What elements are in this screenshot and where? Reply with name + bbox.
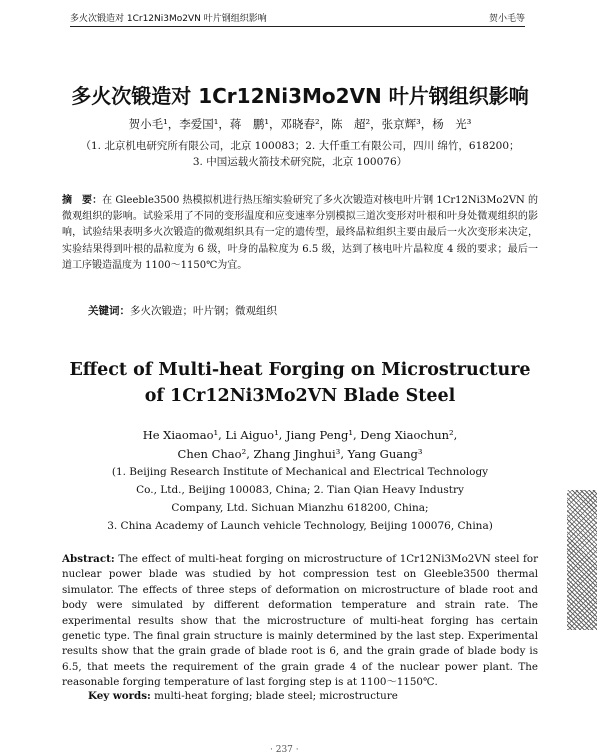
chinese-affiliation-line2: 3. 中国运载火箭技术研究院，北京 100076） [192,156,408,168]
english-abstract-label: Abstract: [62,553,115,565]
english-keywords-text: multi-heat forging; blade steel; microstructure [154,690,398,702]
scan-artifact-strip [567,490,597,630]
chinese-abstract-text: 在 Gleeble3500 热模拟机进行热压缩实验研究了多火次锻造对核电叶片钢 1Cr12Ni3Mo2VN 的微观组织的影响。试验采用了不同的变形温度和应变速率分别模拟三道次变形对叶根和叶身处微观组织的影响，试验结果表明多火次锻造的微观组织具有一定的遗传型，最终晶粒组织主要由最后一火次变形来决定，实验结果得到叶根的晶粒度为 6 级，叶身的晶粒度为 6.5 级，达到了核电叶片晶粒度 4 级的要求；最后一道工序锻造温度为 1100～1150℃为宜。 [62,195,538,271]
english-keywords-label: Key words: [88,690,151,702]
english-authors-line2: Chen Chao², Zhang Jinghui³, Yang Guang³ [177,447,423,461]
chinese-keywords-text: 多火次锻造；叶片钢；微观组织 [130,305,277,317]
chinese-keywords [88,303,277,318]
english-affiliation-line2: Co., Ltd., Beijing 100083, China; 2. Tian Qian Heavy Industry [136,484,464,496]
chinese-abstract-label: 摘 要： [62,195,103,206]
chinese-keywords-label: 关键词： [88,305,130,317]
english-authors-line1: He Xiaomao¹, Li Aiguo¹, Jiang Peng¹, Deng Xiaochun², [142,428,458,442]
chinese-affiliation-line1: （1. 北京机电研究所有限公司，北京 100083；2. 大仟重工有限公司，四川 绵竹，618200； [80,140,520,152]
english-affiliation-line4: 3. China Academy of Launch vehicle Technology, Beijing 100076, China) [107,520,493,532]
english-affiliation-line3: Company, Ltd. Sichuan Mianzhu 618200, China; [171,502,429,514]
header-title: 多火次锻造对 1Cr12Ni3Mo2VN 叶片钢组织影响 [70,14,267,24]
english-title-line1: Effect of Multi-heat Forging on Microstructure [69,360,531,380]
header-authors: 贺小毛等 [488,14,525,24]
english-abstract [62,552,538,691]
chinese-authors: 贺小毛¹，李爱国¹，蒋 鹏¹，邓晓春²，陈 超²，张京辉³，杨 光³ [128,117,472,131]
chinese-abstract [62,193,538,274]
english-affiliation-line1: (1. Beijing Research Institute of Mechanical and Electrical Technology [111,466,489,478]
running-header [70,10,525,27]
english-keywords [88,690,398,702]
page-number: · 237 · [270,745,299,755]
chinese-title: 多火次锻造对 1Cr12Ni3Mo2VN 叶片钢组织影响 [71,84,529,108]
english-title-line2: of 1Cr12Ni3Mo2VN Blade Steel [144,386,456,406]
english-abstract-text: The effect of multi-heat forging on microstructure of 1Cr12Ni3Mo2VN steel for nuclear power blade was studied by hot compression test on Gleeble3500 thermal simulator. The effects of three steps of deformation on microstructure of blade root and body were simulated by different deformation temperature and strain rate. The experimental results show that the microstructure of multi-heat forging has certain genetic type. The final grain structure is mainly determined by the last step. Experimental results show that the grain grade of blade root is 6, and the grain grade of blade body is 6.5, that meets the requirement of the grain grade 4 of the nuclear power plant. The reasonable forging temperature of last forging step is at 1100～1150℃. [62,553,538,689]
